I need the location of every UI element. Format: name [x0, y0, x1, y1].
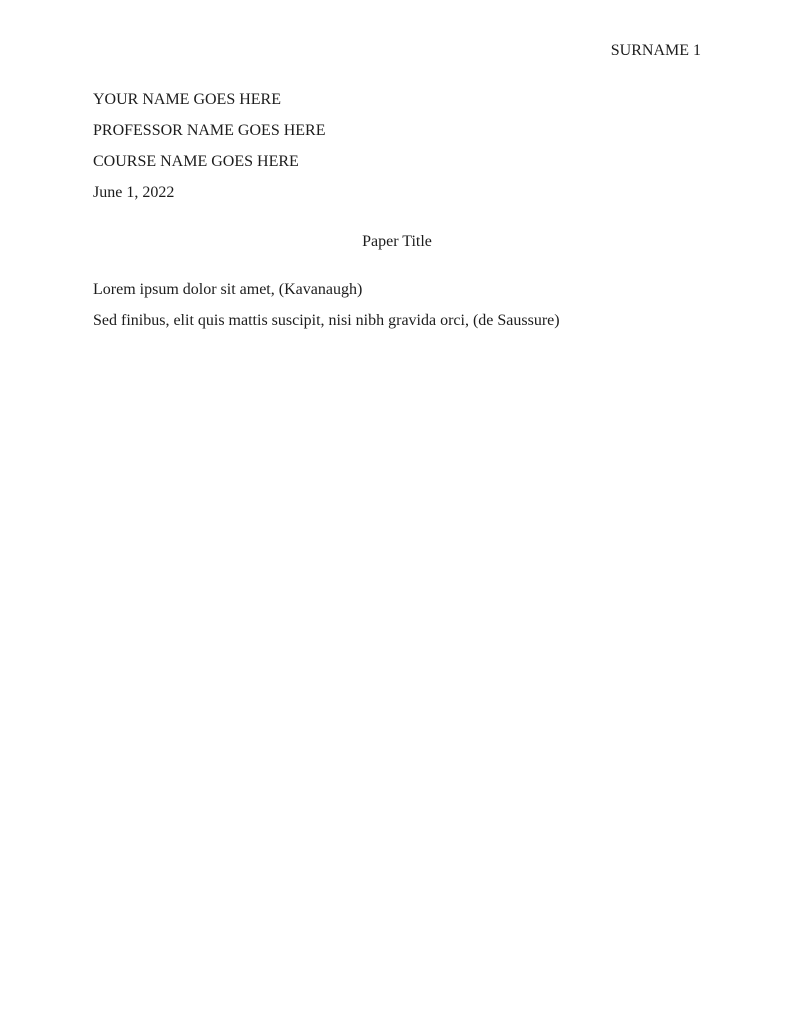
student-name-line: YOUR NAME GOES HERE: [93, 91, 281, 108]
date-line: June 1, 2022: [93, 184, 175, 201]
running-head: SURNAME 1: [610, 42, 701, 59]
paper-title: Paper Title: [362, 233, 432, 250]
body-paragraph: Lorem ipsum dolor sit amet, (Kavanaugh): [93, 281, 363, 298]
body-paragraph: Sed finibus, elit quis mattis suscipit, nisi nibh gravida orci, (de Saussure): [93, 312, 560, 329]
document-content: [93, 84, 701, 336]
course-name-line: COURSE NAME GOES HERE: [93, 153, 299, 170]
professor-name-line: PROFESSOR NAME GOES HERE: [93, 122, 326, 139]
